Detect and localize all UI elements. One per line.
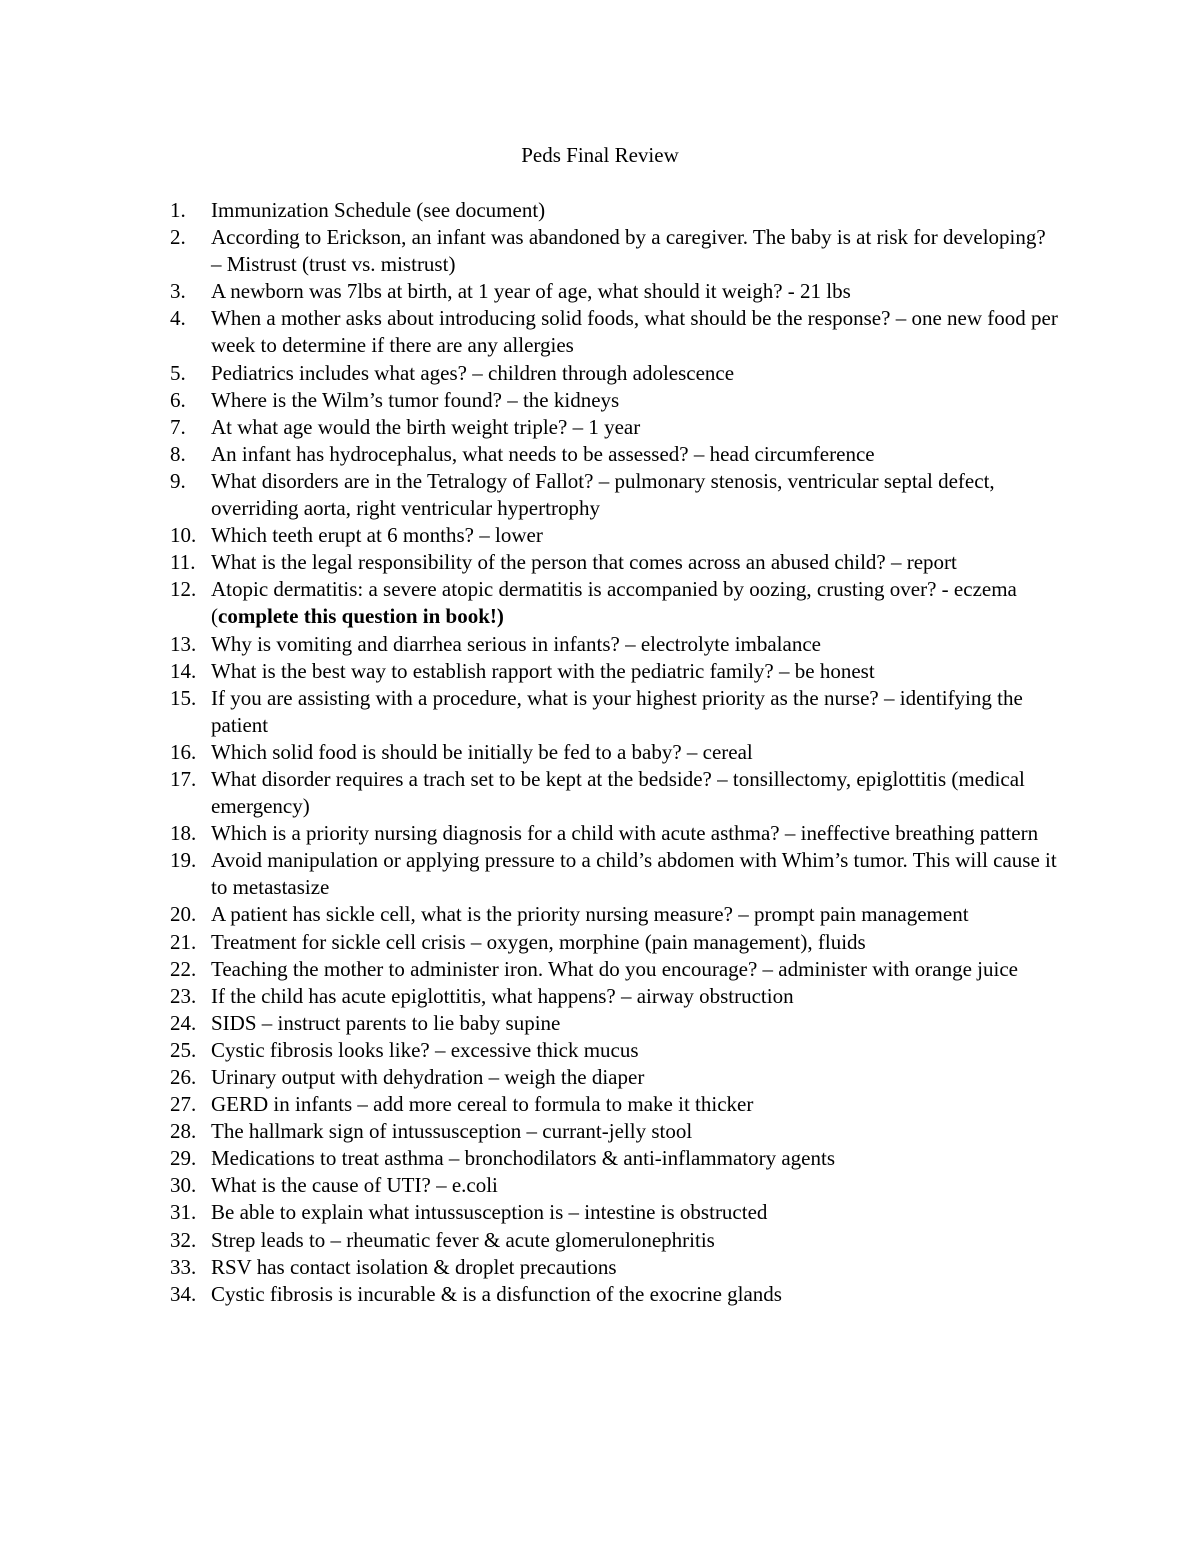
list-item-number: 1. [170, 198, 186, 222]
list-item-text [211, 632, 821, 656]
list-item-number: 7. [170, 414, 186, 439]
list-item [0, 197, 1061, 224]
list-item-body: Atopic dermatitis: a severe atopic dermatitis is accompanied by oozing, crusting over? - eczema ( [211, 577, 1017, 629]
list-item [0, 1064, 1061, 1091]
list-item-number: 12. [170, 577, 197, 602]
list-item [0, 956, 1061, 983]
list-item-number: 26. [170, 1065, 197, 1089]
list-item-body: Medications to treat asthma – bronchodilators & anti-inflammatory agents [211, 1146, 836, 1171]
list-item-number: 2. [170, 225, 186, 250]
list-item-number: 24. [170, 1010, 197, 1035]
list-item [0, 1281, 1061, 1308]
list-item-number: 4. [170, 306, 186, 331]
list-item-body: Be able to explain what intussusception is – intestine is obstructed [211, 1200, 768, 1225]
list-item-body: SIDS – instruct parents to lie baby supine [211, 1010, 561, 1035]
list-item-text [211, 821, 1038, 845]
list-item [0, 360, 1061, 387]
list-item [0, 929, 1061, 956]
list-item-body: According to Erickson, an infant was abandoned by a caregiver. The baby is at risk for developing? – Mistrust (trust vs. mistrust) [211, 225, 1046, 277]
list-item [0, 1145, 1061, 1172]
list-item-text [211, 1255, 617, 1279]
list-item-text [211, 1282, 782, 1306]
list-item-text [211, 740, 753, 764]
list-item-text [211, 1146, 835, 1170]
list-item-body: Which is a priority nursing diagnosis for a child with acute asthma? – ineffective breathing pattern [211, 821, 1039, 846]
list-item-body: Which teeth erupt at 6 months? – lower [211, 523, 543, 548]
list-item-body: Which solid food is should be initially be fed to a baby? – cereal [211, 739, 753, 764]
list-item [0, 468, 1061, 522]
list-item [0, 305, 1061, 359]
list-item-text [211, 279, 851, 303]
list-item-number: 6. [170, 387, 186, 412]
list-item-text [211, 198, 545, 222]
list-item-text [211, 1092, 753, 1116]
list-item-text [211, 415, 640, 439]
list-item-number: 25. [170, 1037, 197, 1062]
list-item [0, 441, 1061, 468]
list-item-body: What is the legal responsibility of the person that comes across an abused child? – report [211, 550, 957, 575]
list-item-body: Why is vomiting and diarrhea serious in infants? – electrolyte imbalance [211, 631, 821, 656]
list-item-text [211, 1038, 639, 1062]
list-item-number: 29. [170, 1146, 197, 1171]
list-item-number: 27. [170, 1092, 197, 1117]
list-item-body: Strep leads to – rheumatic fever & acute glomerulonephritis [211, 1227, 715, 1252]
list-item-number: 20. [170, 902, 197, 927]
list-item [0, 766, 1061, 820]
list-item [0, 414, 1061, 441]
list-item [0, 278, 1061, 305]
list-item-body: The hallmark sign of intussusception – currant-jelly stool [211, 1119, 693, 1144]
list-item-text [211, 686, 1023, 737]
list-item [0, 1254, 1061, 1281]
list-item [0, 1010, 1061, 1037]
list-item [0, 658, 1061, 685]
list-item-text [211, 550, 957, 574]
list-item-number: 32. [170, 1227, 197, 1252]
list-item [0, 847, 1061, 901]
list-item-text [211, 957, 1018, 981]
list-item-body: What is the cause of UTI? – e.coli [211, 1173, 498, 1198]
list-item-text [211, 469, 995, 520]
list-item-number: 14. [170, 658, 197, 683]
list-item-body: What is the best way to establish rapport with the pediatric family? – be honest [211, 658, 875, 683]
list-item-body: A newborn was 7lbs at birth, at 1 year of age, what should it weigh? - 21 lbs [211, 279, 851, 304]
list-item-body: GERD in infants – add more cereal to formula to make it thicker [211, 1092, 754, 1117]
list-item-number: 15. [170, 685, 197, 710]
list-item [0, 1227, 1061, 1254]
list-item-number: 16. [170, 739, 197, 764]
list-item-text [211, 306, 1058, 357]
list-item-body: Immunization Schedule (see document) [211, 198, 546, 222]
list-item-number: 9. [170, 468, 186, 493]
list-item-text [211, 577, 1017, 628]
list-item-number: 22. [170, 956, 197, 981]
list-item-number: 31. [170, 1200, 197, 1225]
list-item-body: A patient has sickle cell, what is the priority nursing measure? – prompt pain management [211, 902, 969, 927]
list-item-body: What disorders are in the Tetralogy of Fallot? – pulmonary stenosis, ventricular septal defect, overriding aorta, right ventricular hypertrophy [211, 468, 995, 521]
list-item-number: 11. [170, 550, 196, 575]
list-item-text [211, 1011, 560, 1035]
list-item-number: 34. [170, 1281, 197, 1306]
list-item-text [211, 1065, 644, 1089]
list-item-body: What disorder requires a trach set to be kept at the bedside? – tonsillectomy, epiglottitis (medical emergency) [211, 766, 1025, 819]
list-item [0, 522, 1061, 549]
list-item [0, 1091, 1061, 1118]
list-item-text [211, 1228, 715, 1252]
list-item-text [211, 1173, 498, 1197]
list-item-text [211, 361, 734, 385]
list-item-number: 13. [170, 631, 197, 656]
list-item [0, 224, 1061, 278]
list-item-body: If you are assisting with a procedure, what is your highest priority as the nurse? – identifying the patient [211, 685, 1023, 737]
list-item-text [211, 984, 794, 1008]
list-item-text [211, 523, 543, 547]
list-item-number: 23. [170, 983, 197, 1008]
list-item-number: 3. [170, 279, 186, 304]
list-item-body: Urinary output with dehydration – weigh the diaper [211, 1065, 645, 1089]
list-item-body: If the child has acute epiglottitis, what happens? – airway obstruction [211, 983, 794, 1008]
list-item-text [211, 225, 1046, 276]
list-item [0, 631, 1061, 658]
list-item-body: Pediatrics includes what ages? – children through adolescence [211, 360, 735, 385]
list-item-body: RSV has contact isolation & droplet precautions [211, 1254, 617, 1279]
list-item-number: 5. [170, 360, 186, 385]
list-item [0, 901, 1061, 928]
list-item [0, 1172, 1061, 1199]
list-item-number: 28. [170, 1119, 197, 1144]
list-item-body: Cystic fibrosis is incurable & is a disfunction of the exocrine glands [211, 1281, 782, 1306]
list-item [0, 685, 1061, 739]
list-item-body: Where is the Wilm’s tumor found? – the kidneys [211, 387, 620, 412]
list-item [0, 1118, 1061, 1145]
list-item-number: 21. [170, 929, 197, 954]
list-item-text [211, 1119, 692, 1143]
list-item-number: 17. [170, 766, 197, 791]
list-item-body: Cystic fibrosis looks like? – excessive thick mucus [211, 1037, 639, 1062]
list-item-bold-note: complete this question in book!) [218, 604, 504, 629]
list-item-text [211, 767, 1025, 818]
list-item [0, 820, 1061, 847]
list-item [0, 739, 1061, 766]
list-item-body: Avoid manipulation or applying pressure to a child’s abdomen with Whim’s tumor. This will cause it to metastasize [211, 848, 1057, 900]
list-item-body: An infant has hydrocephalus, what needs to be assessed? – head circumference [211, 441, 875, 466]
list-item-number: 18. [170, 821, 197, 846]
list-item-number: 10. [170, 523, 197, 548]
list-item-body: Teaching the mother to administer iron. What do you encourage? – administer with orange juice [211, 956, 1018, 981]
list-item-body: Treatment for sickle cell crisis – oxygen, morphine (pain management), fluids [211, 929, 866, 954]
list-item [0, 576, 1061, 630]
list-item-text [211, 930, 866, 954]
list-item-body: When a mother asks about introducing solid foods, what should be the response? – one new food per week to determine if there are any allergies [211, 306, 1058, 358]
list-item [0, 1037, 1061, 1064]
list-item-body: At what age would the birth weight triple? – 1 year [211, 414, 641, 439]
list-item-number: 8. [170, 441, 186, 466]
list-item-text [211, 659, 875, 683]
list-item [0, 387, 1061, 414]
list-item-number: 19. [170, 848, 197, 873]
list-item [0, 1199, 1061, 1226]
list-item-number: 30. [170, 1173, 197, 1198]
list-item-text [211, 902, 969, 926]
question-list [0, 197, 1200, 1308]
list-item-text [211, 848, 1057, 899]
page-title: Peds Final Review [521, 143, 679, 167]
list-item-text [211, 1200, 767, 1224]
list-item [0, 983, 1061, 1010]
list-item-text [211, 388, 619, 412]
list-item [0, 549, 1061, 576]
list-item-text [211, 442, 875, 466]
list-item-number: 33. [170, 1254, 197, 1279]
